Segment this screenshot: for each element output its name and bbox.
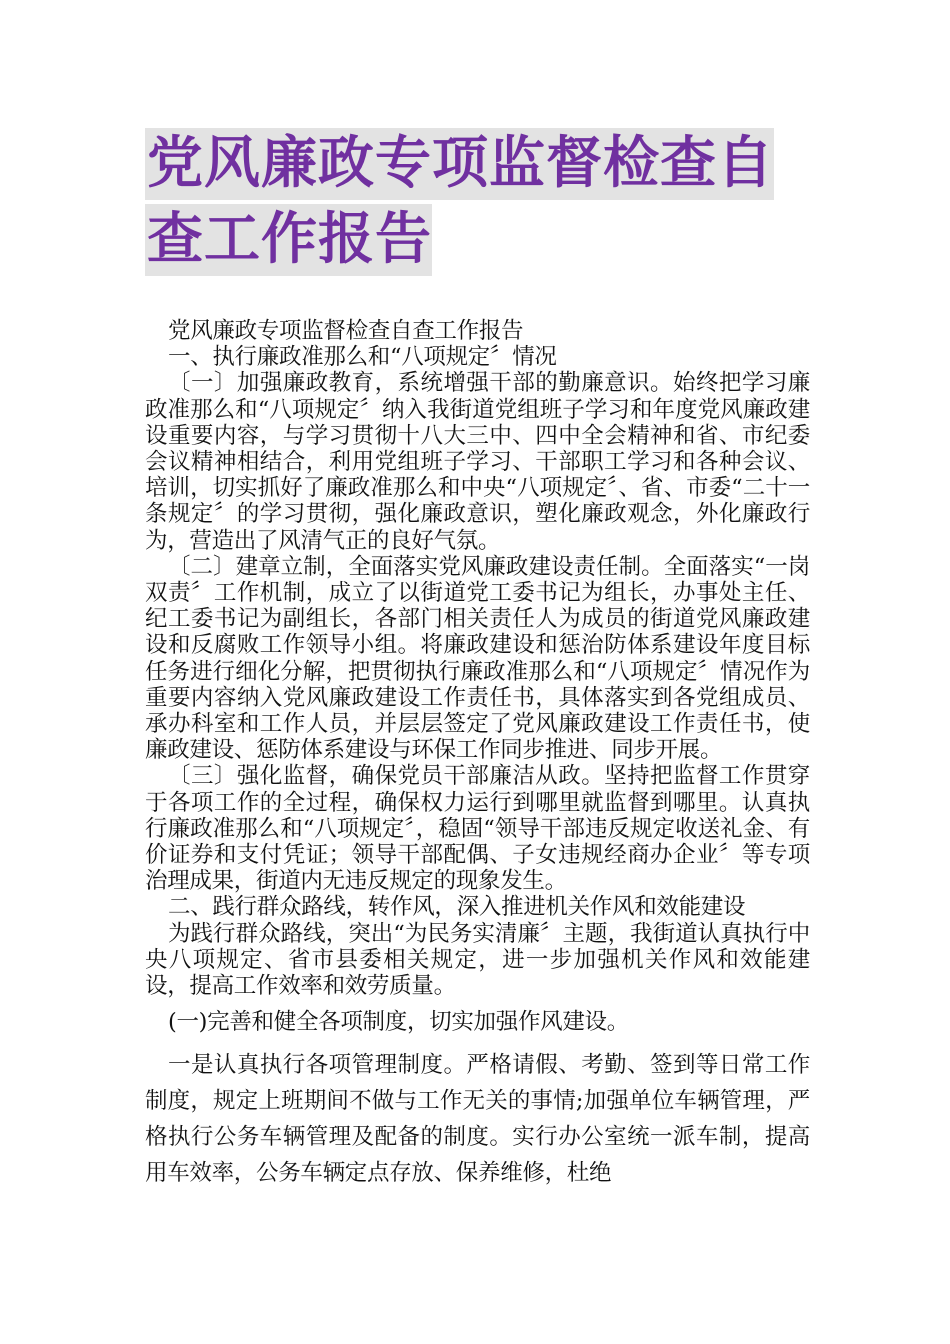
document-title <box>145 128 815 276</box>
document-body <box>145 318 810 1191</box>
paragraph-2: 〔二〕建章立制，全面落实党风廉政建设责任制。全面落实“一岗双责〞工作机制，成立了以街道党工委书记为组长，办事处主任、纪工委书记为副组长，各部门相关责任人为成员的街道党风廉政建设和反腐败工作领导小组。将廉政建设和惩治防体系建设年度目标任务进行细化分解，把贯彻执行廉政准那么和“八项规定〞情况作为重要内容纳入党风廉政建设工作责任书，具体落实到各党组成员、承办科室和工作人员，并层层签定了党风廉政建设工作责任书，使廉政建设、惩防体系建设与环保工作同步推进、同步开展。 <box>145 553 810 764</box>
paragraph-1: 〔一〕加强廉政教育，系统增强干部的勤廉意识。始终把学习廉政准那么和“八项规定〞纳入我街道党组班子学习和年度党风廉政建设重要内容，与学习贯彻十八大三中、四中全会精神和省、市纪委会议精神相结合，利用党组班子学习、干部职工学习和各种会议、培训，切实抓好了廉政准那么和中央“八项规定〞、省、市委“二十一条规定〞的学习贯彻，强化廉政意识，塑化廉政观念，外化廉政行为，营造出了风清气正的良好气氛。 <box>145 370 810 554</box>
report-heading: 党风廉政专项监督检查自查工作报告 <box>168 318 524 344</box>
paragraph-3: 〔三〕强化监督，确保党员干部廉洁从政。坚持把监督工作贯穿于各项工作的全过程，确保权力运行到哪里就监督到哪里。认真执行廉政准那么和“八项规定〞，稳固“领导干部违反规定收送礼金、有价证券和支付凭证；领导干部配偶、子女违规经商办企业〞等专项治理成果，街道内无违反规定的现象发生。 <box>145 763 810 895</box>
section-heading-2: 二、践行群众路线，转作风，深入推进机关作风和效能建设 <box>168 894 746 921</box>
section-heading-1: 一、执行廉政准那么和“八项规定〞情况 <box>168 344 557 371</box>
title-line-2: 查工作报告 <box>145 204 432 276</box>
paragraph-6: 一是认真执行各项管理制度。严格请假、考勤、签到等日常工作制度，规定上班期间不做与工作无关的事情;加强单位车辆管理，严格执行公务车辆管理及配备的制度。实行办公室统一派车制，提高用车效率，公务车辆定点存放、保养维修，杜绝 <box>145 1052 810 1187</box>
title-line-1: 党风廉政专项监督检查自 <box>145 128 774 200</box>
paragraph-4: 为践行群众路线，突出“为民务实清廉〞主题，我街道认真执行中央八项规定、省市县委相关规定，进一步加强机关作风和效能建设，提高工作效率和效劳质量。 <box>145 920 810 1000</box>
paragraph-5: (一)完善和健全各项制度，切实加强作风建设。 <box>168 1009 629 1036</box>
